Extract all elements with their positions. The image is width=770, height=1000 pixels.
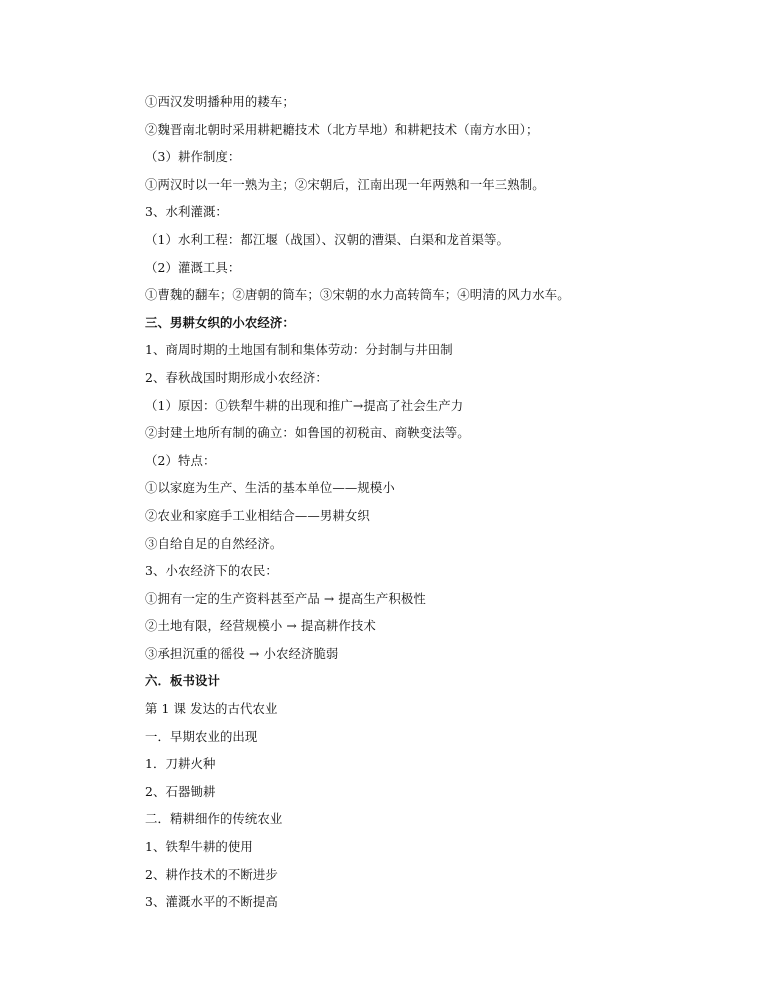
section-heading: 三、男耕女织的小农经济：	[145, 314, 295, 330]
text-line: （1）原因：①铁犁牛耕的出现和推广→提高了社会生产力	[145, 397, 464, 413]
text-line: 2、耕作技术的不断进步	[145, 866, 278, 882]
text-line: （2）特点：	[145, 452, 216, 468]
text-line: ②魏晋南北朝时采用耕耙耱技术（北方旱地）和耕耙技术（南方水田）；	[145, 121, 539, 137]
text-line: 3、小农经济下的农民：	[145, 563, 278, 579]
text-line: 1、铁犁牛耕的使用	[145, 839, 253, 855]
text-line: ①拥有一定的生产资料甚至产品 → 提高生产积极性	[145, 590, 426, 606]
text-line: 3、灌溉水平的不断提高	[145, 894, 278, 910]
text-line: ①曹魏的翻车；②唐朝的筒车；③宋朝的水力高转筒车；④明清的风力水车。	[145, 287, 570, 303]
text-line: ②农业和家庭手工业相结合——男耕女织	[145, 507, 370, 523]
document-body	[145, 88, 745, 916]
text-line: 3、水利灌溉：	[145, 204, 228, 220]
text-line: 2、春秋战国时期形成小农经济：	[145, 369, 328, 385]
text-line: ①西汉发明播种用的耧车；	[145, 94, 295, 109]
text-line: ①两汉时以一年一熟为主；②宋朝后，江南出现一年两熟和一年三熟制。	[145, 176, 545, 192]
text-line: 第 1 课 发达的古代农业	[145, 701, 278, 717]
text-line: ②封建土地所有制的确立：如鲁国的初税亩、商鞅变法等。	[145, 425, 470, 441]
text-line: 1、商周时期的土地国有制和集体劳动：分封制与井田制	[145, 342, 453, 358]
text-line: 2、石器锄耕	[145, 783, 216, 799]
text-line: （1）水利工程：都江堰（战国）、汉朝的漕渠、白渠和龙首渠等。	[145, 231, 510, 247]
text-line: 一．早期农业的出现	[145, 728, 258, 744]
text-line: 1．刀耕火种	[145, 756, 216, 772]
text-line: ③自给自足的自然经济。	[145, 535, 283, 551]
text-line: （3）耕作制度：	[145, 149, 241, 165]
text-line: ③承担沉重的徭役 → 小农经济脆弱	[145, 645, 339, 661]
text-line: （2）灌溉工具：	[145, 259, 241, 275]
text-line: 二．精耕细作的传统农业	[145, 811, 283, 827]
section-heading: 六．板书设计	[145, 673, 220, 689]
text-line: ②土地有限，经营规模小 → 提高耕作技术	[145, 618, 376, 634]
text-line: ①以家庭为生产、生活的基本单位——规模小	[145, 480, 395, 496]
